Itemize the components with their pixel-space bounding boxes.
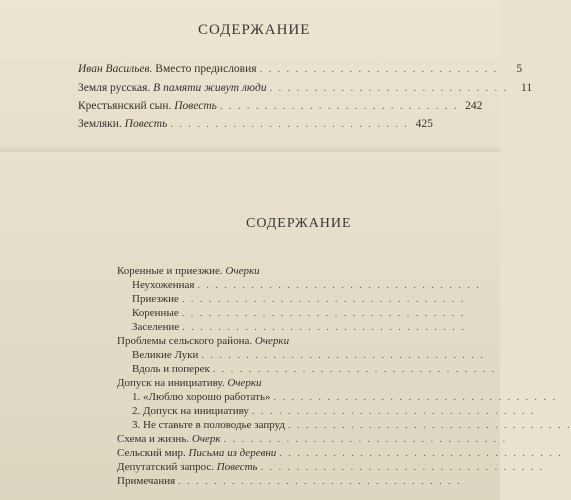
leader-dots: . . . . . . . . . . . . . . . . . . . . . . . . . . . . . . . .	[201, 350, 485, 361]
toc-entry-title: Заселение	[132, 321, 180, 333]
leader-dots: . . . . . . . . . . . . . . . . . . . . . . . . . . .	[170, 119, 409, 130]
toc-entry	[117, 446, 563, 461]
toc-entry	[117, 432, 508, 447]
leader-dots: . . . . . . . . . . . . . . . . . . . . . . . . . . .	[219, 101, 459, 112]
leader-dots: . . . . . . . . . . . . . . . . . . . . . . . . . . .	[259, 64, 499, 75]
toc-entry-title: Великие Луки	[132, 349, 199, 361]
toc-entry-title: 3. Не ставьте в половодье запруд	[132, 419, 285, 431]
leader-dots: . . . . . . . . . . . . . . . . . . . . . . . . . . . . . . . .	[197, 280, 481, 291]
toc-entry-page: 242	[465, 100, 483, 112]
lower-contents-heading: СОДЕРЖАНИЕ	[246, 216, 352, 231]
toc-entry-title: Схема и жизнь.	[117, 433, 190, 445]
toc-entry-title: Сельский мир.	[117, 447, 186, 459]
toc-entry-title: Коренные	[132, 307, 179, 319]
toc-entry	[78, 81, 533, 96]
leader-dots: . . . . . . . . . . . . . . . . . . . . . . . . . . . . . . . .	[181, 308, 466, 319]
toc-entry	[78, 99, 483, 114]
leader-dots: . . . . . . . . . . . . . . . . . . . . . . . . . . . . . . . .	[212, 364, 497, 375]
toc-entry-title: Депутатский запрос.	[117, 461, 215, 473]
toc-entry	[78, 62, 523, 77]
toc-entry	[117, 376, 447, 391]
toc-entry-genre: Письма из деревни	[185, 447, 277, 459]
toc-entry-title: Вдоль и поперек	[132, 363, 210, 375]
toc-entry	[132, 320, 466, 335]
leader-dots: . . . . . . . . . . . . . . . . . . . . . . . . . . . . . . . .	[273, 392, 557, 403]
toc-entry-title: Повесть	[171, 100, 217, 112]
toc-entry-author: Земляки.	[78, 118, 122, 130]
toc-entry-title: Вместо предисловия	[152, 63, 257, 75]
toc-entry	[132, 390, 557, 405]
toc-entry-genre: Очерк	[189, 433, 221, 445]
toc-entry	[117, 474, 462, 489]
upper-contents-heading: СОДЕРЖАНИЕ	[198, 22, 311, 38]
toc-entry-title: 1. «Люблю хорошо работать»	[132, 391, 271, 403]
toc-entry-title: 2. Допуск на инициативу	[132, 405, 249, 417]
toc-entry-genre: Очерки	[252, 335, 290, 347]
toc-entry	[132, 292, 466, 307]
toc-entry-page: 5	[516, 63, 523, 75]
toc-entry-title: Коренные и приезжие.	[117, 265, 223, 277]
toc-entry-title: В памяти живут люди	[150, 82, 267, 94]
leader-dots: . . . . . . . . . . . . . . . . . . . . . . . . . . . . . . . .	[178, 476, 462, 487]
leader-dots: . . . . . . . . . . . . . . . . . . . . . . . . . . . . . . . .	[181, 294, 466, 305]
toc-entry	[132, 348, 485, 363]
leader-dots: . . . . . . . . . . . . . . . . . . . . . . . . . . . . . . . .	[182, 322, 466, 333]
upper-page	[0, 0, 533, 152]
toc-entry	[132, 306, 466, 321]
leader-dots: . . . . . . . . . . . . . . . . . . . . . . . . . . . . . . . .	[287, 420, 571, 431]
leader-dots: . . . . . . . . . . . . . . . . . . . . . . . . . . . . . . . .	[260, 462, 545, 473]
toc-entry-genre: Очерки	[222, 265, 260, 277]
leader-dots: . . . . . . . . . . . . . . . . . . . . . . . . . . . . . . . .	[251, 406, 536, 417]
leader-dots: . . . . . . . . . . . . . . . . . . . . . . . . . . . . . . . .	[279, 448, 563, 459]
toc-entry	[132, 418, 571, 433]
toc-entry-title: Допуск на инициативу.	[117, 377, 225, 389]
toc-entry-title: Приезжие	[132, 293, 179, 305]
toc-entry-page: 11	[521, 82, 533, 94]
toc-entry	[78, 117, 433, 132]
leader-dots: . . . . . . . . . . . . . . . . . . . . . . . . . . .	[269, 83, 509, 94]
toc-entry-genre: Повесть	[214, 461, 258, 473]
toc-entry	[132, 362, 497, 377]
toc-entry-title: Неухоженная	[132, 279, 195, 291]
toc-entry	[117, 264, 447, 279]
toc-entry-genre: Очерки	[224, 377, 262, 389]
toc-entry	[117, 334, 447, 349]
toc-entry-title: Примечания	[117, 475, 176, 487]
leader-dots: . . . . . . . . . . . . . . . . . . . . . . . . . . . . . . . .	[223, 434, 508, 445]
toc-entry	[132, 278, 481, 293]
toc-entry-author: Земля русская.	[78, 82, 151, 94]
toc-entry	[117, 460, 545, 475]
toc-entry-title: Повесть	[121, 118, 168, 130]
toc-entry-title: Проблемы сельского района.	[117, 335, 253, 347]
toc-entry-author: Иван Васильев.	[78, 63, 153, 75]
toc-entry-page: 425	[415, 118, 433, 130]
toc-entry	[132, 404, 536, 419]
toc-entry-author: Крестьянский сын.	[78, 100, 172, 112]
